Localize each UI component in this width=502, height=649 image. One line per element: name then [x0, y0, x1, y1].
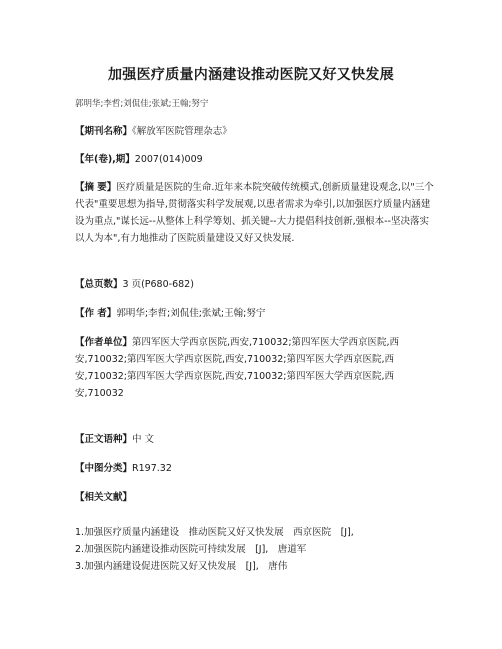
- affiliation-label: 【作者单位】: [75, 337, 133, 348]
- abstract-value: 医疗质量是医院的生命.近年来本院突破传统模式,创新质量建设观念,以"三个代表"重要思想为指导,贯彻落实科学发展观,以患者需求为牵引,以加强医疗质量内涵建设为重点,"谋长远--从整体上科学筹划、抓关键--大力提倡科技创新,强根本--坚决落实以人为本",有力地推动了医院质量建设又好又快发展.: [75, 182, 434, 244]
- classification-value: R197.32: [132, 463, 172, 474]
- authors-label: 【作 者】: [75, 308, 117, 319]
- authors-line: 郭明华;李哲;刘侃佳;张斌;王翰;努宁: [75, 99, 209, 109]
- language-label: 【正文语种】: [75, 434, 133, 445]
- pages-value: 3 页(P680-682): [122, 279, 194, 290]
- year-field: [75, 151, 435, 168]
- year-value: 2007(014)009: [134, 154, 203, 165]
- reference-item: 1.加强医疗质量内涵建设 推动医院又好又快发展 西京医院 [J],: [75, 527, 354, 538]
- authors-field: [75, 305, 435, 322]
- pages-field: [75, 276, 435, 293]
- references-list: [75, 524, 435, 575]
- reference-item: 3.加强内涵建设促进医院又好又快发展 [J], 唐伟: [75, 561, 288, 572]
- language-field: [75, 431, 435, 448]
- journal-field: [75, 123, 435, 140]
- pages-label: 【总页数】: [75, 279, 123, 290]
- abstract-field: [75, 179, 435, 247]
- reference-item: 2.加强医院内涵建设推动医院可持续发展 [J], 唐道军: [75, 544, 307, 555]
- classification-label: 【中图分类】: [75, 463, 133, 474]
- year-label: 【年(卷),期】: [75, 154, 135, 165]
- affiliation-value: 第四军医大学西京医院,西安,710032;第四军医大学西京医院,西安,710032;第四军医大学西京医院,西安,710032;第四军医大学西京医院,西安,710032;第四军医大学西京医院,西安,710032;第四军医大学西京医院,西安,710032: [75, 337, 400, 399]
- abstract-label: 【摘 要】: [75, 182, 117, 193]
- journal-value: 《解放军医院管理杂志》: [132, 126, 232, 137]
- authors-value: 郭明华;李哲;刘侃佳;张斌;王翰;努宁: [116, 308, 266, 319]
- language-value: 中 文: [132, 434, 155, 445]
- references-heading: 【相关文献】: [75, 492, 133, 503]
- affiliation-field: [75, 334, 435, 402]
- classification-field: [75, 460, 435, 477]
- document-title: 加强医疗质量内涵建设推动医院又好又快发展: [108, 67, 394, 83]
- journal-label: 【期刊名称】: [75, 126, 133, 137]
